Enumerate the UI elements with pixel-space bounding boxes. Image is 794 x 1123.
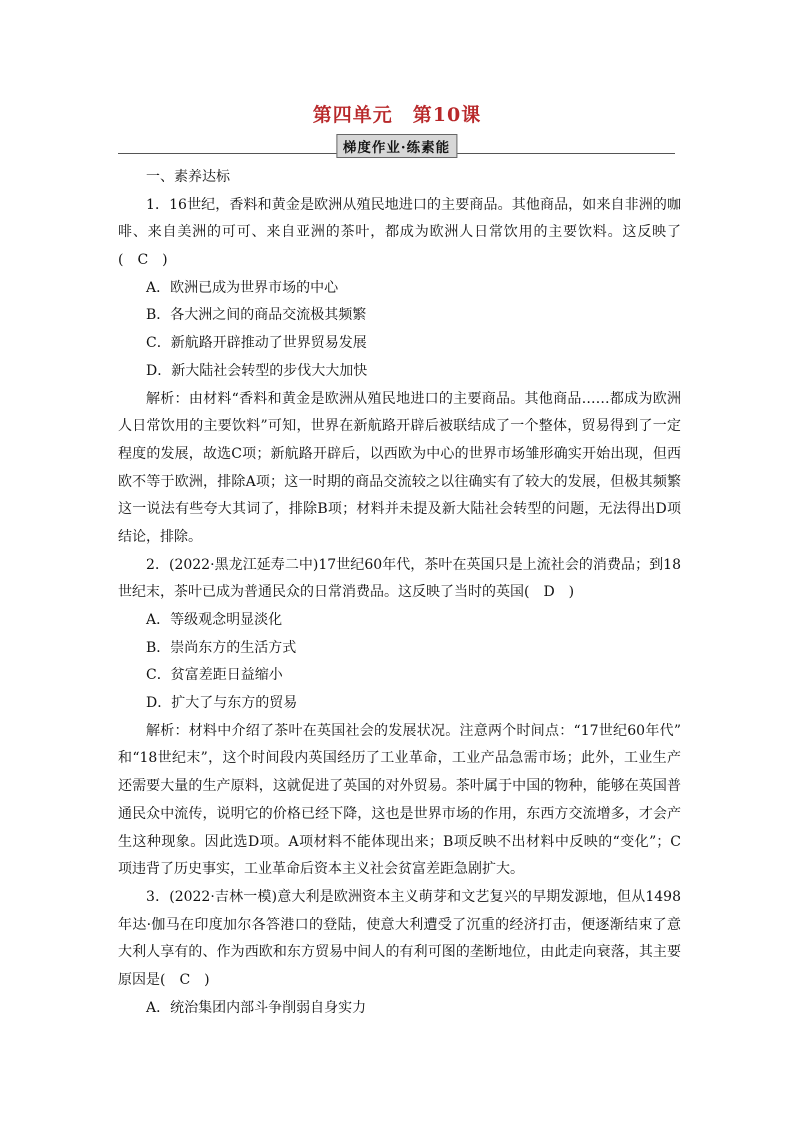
text-line: 解析：材料中介绍了茶叶在英国社会的发展状况。注意两个时间点：“17世纪60年代” [146, 722, 681, 739]
text-line: 程度的发展，故选C项；新航路开辟后，以西欧为中心的世界市场雏形确实开始出现，但西 [118, 445, 681, 462]
text-line: 啡、来自美洲的可可、来自亚洲的茶叶，都成为欧洲人日常饮用的主要饮料。这反映了 [118, 224, 681, 241]
text-line: C．贫富差距日益缩小 [146, 667, 283, 684]
text-line: D．扩大了与东方的贸易 [146, 695, 298, 712]
text-line: 解析：由材料“香料和黄金是欧洲从殖民地进口的主要商品。其他商品……都成为欧洲 [146, 390, 681, 407]
text-line: A．欧洲已成为世界市场的中心 [146, 279, 339, 296]
page-title: 第四单元 第10课 [312, 104, 482, 126]
text-line: 通民众中流传，说明它的价格已经下降，这也是世界市场的作用，东西方交流增多，才会产 [118, 805, 681, 822]
text-line: 大利人享有的、作为西欧和东方贸易中间人的有利可图的垄断地位，由此走向衰落，其主要 [118, 944, 681, 961]
text-line: 这一说法有些夸大其词了，排除B项；材料并未提及新大陆社会转型的问题，无法得出D项 [118, 501, 681, 518]
text-line: 一、素养达标 [146, 169, 230, 185]
text-line: 3．(2022·吉林一模)意大利是欧洲资本主义萌芽和文艺复兴的早期发源地，但从1498 [146, 888, 681, 905]
text-line: C．新航路开辟推动了世界贸易发展 [146, 335, 367, 352]
text-line: A．统治集团内部斗争削弱自身实力 [146, 999, 367, 1016]
text-line: B．各大洲之间的商品交流极其频繁 [146, 307, 367, 324]
text-line: 2．(2022·黑龙江延寿二中)17世纪60年代，茶叶在英国只是上流社会的消费品；到18 [146, 556, 681, 573]
text-line: 1．16世纪，香料和黄金是欧洲从殖民地进口的主要商品。其他商品，如来自非洲的咖 [146, 196, 681, 213]
subtitle-label: 梯度作业·练素能 [336, 134, 457, 158]
subtitle-banner [118, 134, 675, 156]
text-line: 生这种现象。因此选D项。A项材料不能体现出来；B项反映不出材料中反映的“变化”；C [118, 833, 681, 850]
text-line: 年达·伽马在印度加尔各答港口的登陆，使意大利遭受了沉重的经济打击，便逐渐结束了意 [118, 916, 681, 933]
text-line: 人日常饮用的主要饮料”可知，世界在新航路开辟后被联结成了一个整体，贸易得到了一定 [118, 418, 681, 435]
text-line: 原因是( C ) [118, 971, 210, 988]
text-line: 项违背了历史事实，工业革命后资本主义社会贫富差距急剧扩大。 [118, 861, 524, 878]
text-line: A．等级观念明显淡化 [146, 612, 283, 628]
text-line: 和“18世纪末”，这个时间段内英国经历了工业革命，工业产品急需市场；此外，工业生产 [118, 750, 681, 767]
text-line: 欧不等于欧洲，排除A项；这一时期的商品交流较之以往确实有了较大的发展，但极其频繁 [118, 473, 681, 490]
text-line: B．崇尚东方的生活方式 [146, 639, 297, 656]
text-line: D．新大陆社会转型的步伐大大加快 [146, 362, 368, 379]
text-line: 结论，排除。 [118, 528, 202, 545]
text-line: 世纪末，茶叶已成为普通民众的日常消费品。这反映了当时的英国( D ) [118, 584, 575, 601]
text-line: 还需要大量的生产原料，这就促进了英国的对外贸易。茶叶属于中国的物种，能够在英国普 [118, 778, 681, 795]
document-body [118, 164, 681, 1022]
text-line: ( C ) [118, 252, 168, 269]
